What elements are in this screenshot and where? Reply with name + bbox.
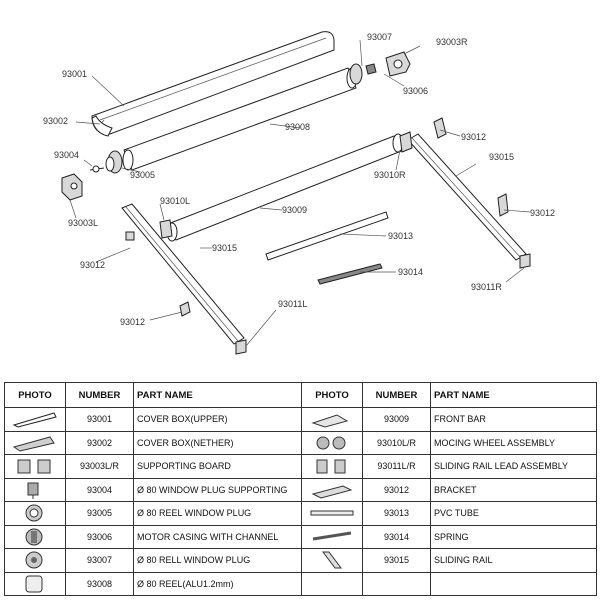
part-number: 93008 [66,572,134,596]
label-93011L: 93011L [278,299,308,309]
label-93010R: 93010R [374,170,406,180]
part-number-empty [363,572,431,596]
part-number: 93001 [66,408,134,432]
label-93008: 93008 [285,122,311,132]
front-bar-icon [307,409,357,429]
table-header-row [5,383,597,408]
part-name: MOCING WHEEL ASSEMBLY [431,431,597,455]
part-name: SLIDING RAIL [431,549,597,573]
parts-table [4,382,597,596]
header-number: NUMBER [66,383,134,408]
header-photo-2: PHOTO [302,383,363,408]
part-number: 93012 [363,478,431,502]
photo-cell [5,549,66,573]
label-93012-left: 93012 [80,260,106,270]
rell-plug-icon [10,550,60,570]
photo-cell [302,408,363,432]
part-number: 93009 [363,408,431,432]
part-name-empty [431,572,597,596]
photo-cell [5,525,66,549]
photo-cell [5,502,66,526]
part-number: 93003L/R [66,455,134,479]
label-93005: 93005 [130,170,156,180]
rell-plug-part [350,64,362,84]
label-93013: 93013 [388,231,414,241]
part-name: FRONT BAR [431,408,597,432]
header-photo: PHOTO [5,383,66,408]
rail-lead-icon [307,456,357,476]
photo-cell-empty [302,572,363,596]
label-93002: 93002 [43,116,69,126]
part-name: SLIDING RAIL LEAD ASSEMBLY [431,455,597,479]
part-name: Ø 80 WINDOW PLUG SUPPORTING [134,478,302,502]
part-number: 93013 [363,502,431,526]
part-name: PVC TUBE [431,502,597,526]
cover-upper-icon [10,409,60,429]
part-number: 93007 [66,549,134,573]
table-row [5,525,597,549]
supporting-board-left-part [62,174,82,200]
part-name: BRACKET [431,478,597,502]
part-name: COVER BOX(UPPER) [134,408,302,432]
part-number: 93004 [66,478,134,502]
photo-cell [302,431,363,455]
part-number: 93011L/R [363,455,431,479]
label-93010L: 93010L [160,196,191,206]
part-number: 93002 [66,431,134,455]
photo-cell [302,502,363,526]
table-row [5,431,597,455]
label-93009: 93009 [282,205,308,215]
part-number: 93006 [66,525,134,549]
part-number: 93015 [363,549,431,573]
pvc-tube-icon [307,503,357,523]
part-name: Ø 80 RELL WINDOW PLUG [134,549,302,573]
label-93006: 93006 [403,86,429,96]
spring-icon [307,527,357,547]
supporting-board-right-part [386,52,410,76]
photo-cell [5,455,66,479]
supporting-board-icon [10,456,60,476]
header-part-name-2: PART NAME [431,383,597,408]
motor-casing-part [366,64,376,74]
sliding-rail-icon [307,550,357,570]
photo-cell [5,478,66,502]
photo-cell [5,431,66,455]
photo-cell [5,408,66,432]
label-93003L: 93003L [68,218,99,228]
moving-wheel-icon [307,433,357,453]
plug-supporting-part [90,166,104,172]
part-number: 93010L/R [363,431,431,455]
label-93004: 93004 [54,150,80,160]
label-93003R: 93003R [436,37,468,47]
part-name: SUPPORTING BOARD [134,455,302,479]
label-93012-right: 93012 [530,208,556,218]
table-row [5,549,597,573]
table-row [5,478,597,502]
table-row [5,502,597,526]
photo-cell [302,478,363,502]
reel-icon [10,574,60,594]
part-name: Ø 80 REEL WINDOW PLUG [134,502,302,526]
label-93015-right: 93015 [489,152,515,162]
part-number: 93014 [363,525,431,549]
part-name: Ø 80 REEL(ALU1.2mm) [134,572,302,596]
label-93001: 93001 [62,69,88,79]
reel-plug-part [106,151,122,173]
photo-cell [302,455,363,479]
label-93012-bottom: 93012 [120,317,146,327]
label-93007: 93007 [367,32,393,42]
bracket-icon [307,480,357,500]
label-93014: 93014 [398,267,424,277]
part-name: COVER BOX(NETHER) [134,431,302,455]
photo-cell [5,572,66,596]
part-number: 93005 [66,502,134,526]
table-row [5,455,597,479]
reel-plug-icon [10,503,60,523]
table-row [5,408,597,432]
cover-nether-icon [10,433,60,453]
header-part-name: PART NAME [134,383,302,408]
label-93012-top-right: 93012 [461,132,487,142]
label-93011R: 93011R [471,282,502,292]
label-93015-left: 93015 [212,243,238,253]
part-name: SPRING [431,525,597,549]
table-row [5,572,597,596]
motor-casing-icon [10,527,60,547]
photo-cell [302,549,363,573]
header-number-2: NUMBER [363,383,431,408]
part-name: MOTOR CASING WITH CHANNEL [134,525,302,549]
plug-support-icon [10,480,60,500]
pvc-tube-part [266,212,388,260]
spring-part [318,264,382,284]
photo-cell [302,525,363,549]
